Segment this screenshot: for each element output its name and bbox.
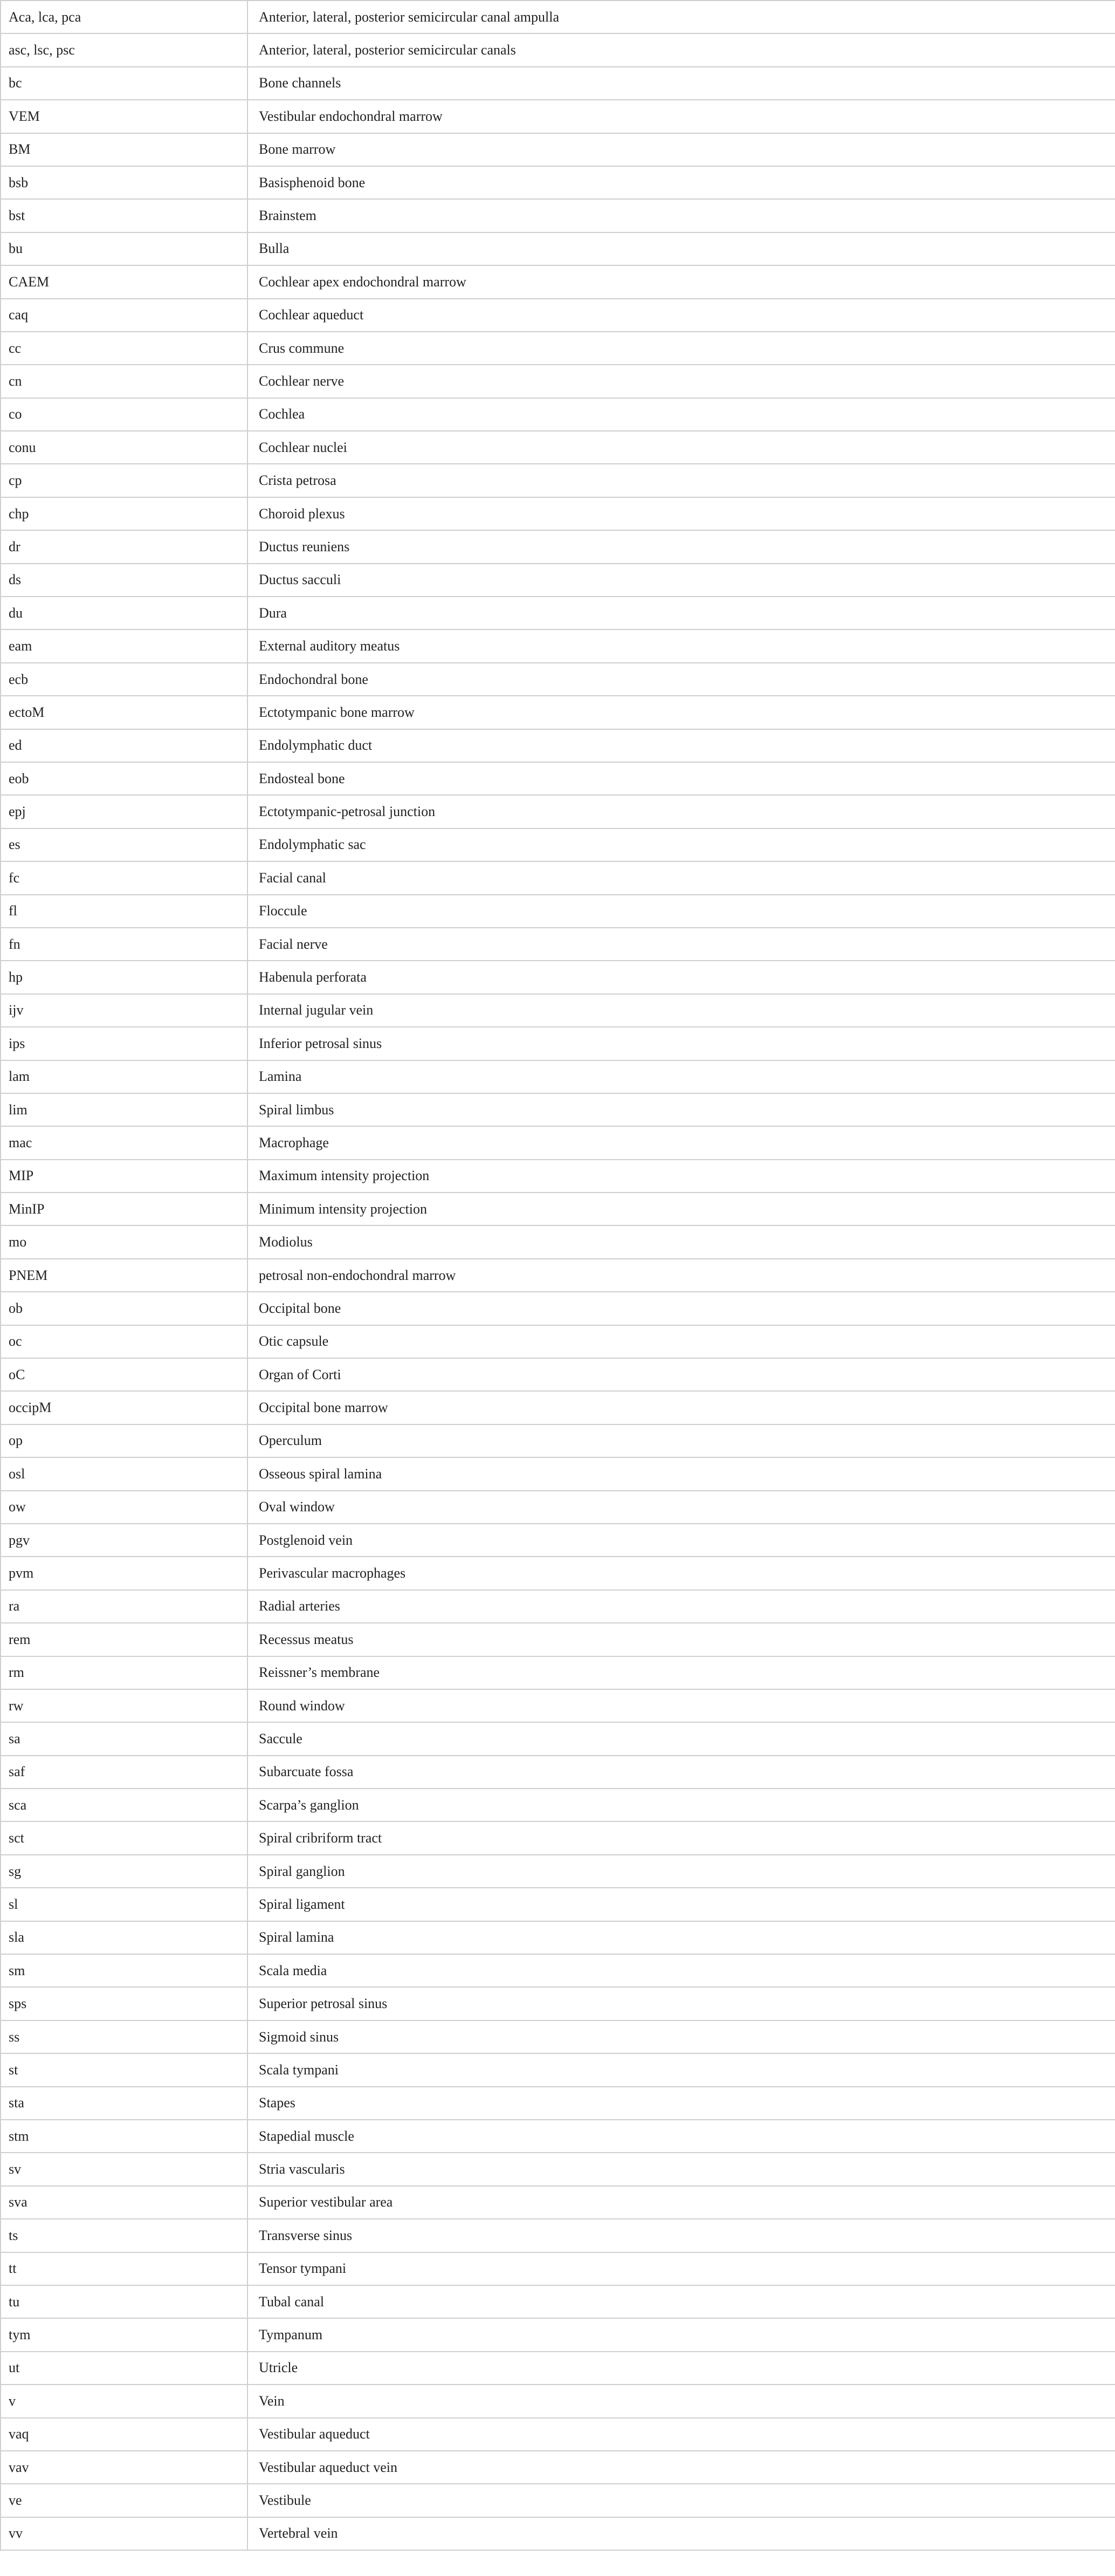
abbreviation-cell: saf <box>1 1756 247 1789</box>
table-row <box>1 2186 1115 2219</box>
table-row <box>1 1027 1115 1060</box>
definition-cell: Spiral limbus <box>247 1093 1115 1126</box>
table-row <box>1 2484 1115 2517</box>
table-row <box>1 1524 1115 1557</box>
abbreviation-cell: oc <box>1 1325 247 1358</box>
table-row <box>1 2153 1115 2186</box>
abbreviation-cell: sps <box>1 1987 247 2020</box>
definition-cell: Radial arteries <box>247 1590 1115 1623</box>
table-row <box>1 166 1115 199</box>
definition-cell: Stapes <box>247 2087 1115 2120</box>
abbreviation-cell: Aca, lca, pca <box>1 1 247 33</box>
abbreviation-cell: du <box>1 597 247 629</box>
abbreviation-cell: CAEM <box>1 265 247 298</box>
table-row <box>1 199 1115 232</box>
definition-cell: Postglenoid vein <box>247 1524 1115 1557</box>
abbreviation-cell: cn <box>1 365 247 398</box>
definition-cell: Cochlea <box>247 398 1115 431</box>
abbreviation-cell: ectoM <box>1 696 247 729</box>
table-row <box>1 2087 1115 2120</box>
abbreviation-cell: mo <box>1 1225 247 1258</box>
abbreviation-cell: MIP <box>1 1160 247 1193</box>
definition-cell: Choroid plexus <box>247 497 1115 530</box>
definition-cell: Scala media <box>247 1954 1115 1987</box>
table-row <box>1 2020 1115 2053</box>
abbreviation-cell: cc <box>1 332 247 365</box>
abbreviation-cell: ra <box>1 1590 247 1623</box>
definition-cell: Bulla <box>247 232 1115 265</box>
table-row <box>1 2451 1115 2484</box>
definition-cell: Subarcuate fossa <box>247 1756 1115 1789</box>
table-row <box>1 696 1115 729</box>
table-row <box>1 629 1115 662</box>
abbreviation-cell: rw <box>1 1689 247 1722</box>
definition-cell: Occipital bone <box>247 1292 1115 1325</box>
definition-cell: Sigmoid sinus <box>247 2020 1115 2053</box>
definition-cell: Crista petrosa <box>247 464 1115 497</box>
abbreviation-cell: ips <box>1 1027 247 1060</box>
table-row <box>1 1888 1115 1921</box>
definition-cell: Vestibule <box>247 2484 1115 2517</box>
abbreviation-cell: es <box>1 828 247 861</box>
abbreviations-table-body <box>1 1 1115 2550</box>
abbreviation-cell: fn <box>1 928 247 961</box>
abbreviation-cell: ijv <box>1 994 247 1027</box>
definition-cell: Anterior, lateral, posterior semicircular canals <box>247 33 1115 66</box>
table-row <box>1 729 1115 762</box>
definition-cell: Bone channels <box>247 67 1115 100</box>
abbreviation-cell: ow <box>1 1491 247 1524</box>
abbreviation-cell: lim <box>1 1093 247 1126</box>
definition-cell: Inferior petrosal sinus <box>247 1027 1115 1060</box>
definition-cell: Cochlear aqueduct <box>247 299 1115 332</box>
table-row <box>1 961 1115 994</box>
definition-cell: Spiral ganglion <box>247 1855 1115 1888</box>
abbreviation-cell: stm <box>1 2120 247 2153</box>
abbreviation-cell: ve <box>1 2484 247 2517</box>
table-row <box>1 497 1115 530</box>
definition-cell: Vein <box>247 2385 1115 2417</box>
table-row <box>1 2285 1115 2318</box>
abbreviation-cell: occipM <box>1 1391 247 1424</box>
abbreviation-cell: sct <box>1 1821 247 1854</box>
table-row <box>1 332 1115 365</box>
abbreviation-cell: sa <box>1 1722 247 1755</box>
table-row <box>1 597 1115 629</box>
abbreviation-cell: st <box>1 2053 247 2086</box>
table-row <box>1 1855 1115 1888</box>
table-row <box>1 265 1115 298</box>
abbreviation-cell: mac <box>1 1126 247 1159</box>
definition-cell: Macrophage <box>247 1126 1115 1159</box>
table-row <box>1 1093 1115 1126</box>
definition-cell: Utricle <box>247 2352 1115 2385</box>
definition-cell: Basisphenoid bone <box>247 166 1115 199</box>
table-row <box>1 1126 1115 1159</box>
definition-cell: Ductus reuniens <box>247 530 1115 563</box>
definition-cell: Endolymphatic duct <box>247 729 1115 762</box>
abbreviation-cell: vav <box>1 2451 247 2484</box>
abbreviation-cell: eob <box>1 762 247 795</box>
abbreviation-cell: sva <box>1 2186 247 2219</box>
definition-cell: Superior petrosal sinus <box>247 1987 1115 2020</box>
definition-cell: Ductus sacculi <box>247 564 1115 597</box>
definition-cell: Vertebral vein <box>247 2517 1115 2550</box>
abbreviation-cell: ut <box>1 2352 247 2385</box>
table-row <box>1 762 1115 795</box>
definition-cell: Dura <box>247 597 1115 629</box>
table-row <box>1 2418 1115 2451</box>
table-row <box>1 33 1115 66</box>
abbreviation-cell: BM <box>1 133 247 166</box>
definition-cell: Endosteal bone <box>247 762 1115 795</box>
definition-cell: Endolymphatic sac <box>247 828 1115 861</box>
table-row <box>1 1557 1115 1590</box>
table-row <box>1 1160 1115 1193</box>
definition-cell: Anterior, lateral, posterior semicircular canal ampulla <box>247 1 1115 33</box>
abbreviation-cell: sla <box>1 1921 247 1954</box>
definition-cell: Osseous spiral lamina <box>247 1457 1115 1490</box>
abbreviation-cell: bc <box>1 67 247 100</box>
abbreviation-cell: cp <box>1 464 247 497</box>
abbreviation-cell: ts <box>1 2219 247 2252</box>
abbreviation-cell: PNEM <box>1 1259 247 1292</box>
definition-cell: Ectotympanic-petrosal junction <box>247 795 1115 828</box>
definition-cell: Vestibular aqueduct vein <box>247 2451 1115 2484</box>
table-row <box>1 100 1115 133</box>
definition-cell: Spiral lamina <box>247 1921 1115 1954</box>
definition-cell: Organ of Corti <box>247 1358 1115 1391</box>
abbreviation-cell: fc <box>1 861 247 894</box>
definition-cell: Crus commune <box>247 332 1115 365</box>
abbreviation-cell: ss <box>1 2020 247 2053</box>
definition-cell: Otic capsule <box>247 1325 1115 1358</box>
abbreviation-cell: sta <box>1 2087 247 2120</box>
definition-cell: Saccule <box>247 1722 1115 1755</box>
definition-cell: Tensor tympani <box>247 2252 1115 2285</box>
table-row <box>1 1491 1115 1524</box>
table-row <box>1 431 1115 464</box>
definition-cell: Scala tympani <box>247 2053 1115 2086</box>
abbreviation-cell: sm <box>1 1954 247 1987</box>
definition-cell: Tubal canal <box>247 2285 1115 2318</box>
table-row <box>1 1424 1115 1457</box>
abbreviation-cell: sl <box>1 1888 247 1921</box>
abbreviation-cell: vaq <box>1 2418 247 2451</box>
abbreviation-cell: osl <box>1 1457 247 1490</box>
abbreviation-cell: epj <box>1 795 247 828</box>
definition-cell: Operculum <box>247 1424 1115 1457</box>
definition-cell: Superior vestibular area <box>247 2186 1115 2219</box>
table-row <box>1 1225 1115 1258</box>
definition-cell: Reissner’s membrane <box>247 1656 1115 1689</box>
abbreviation-cell: ed <box>1 729 247 762</box>
definition-cell: Stria vascularis <box>247 2153 1115 2186</box>
definition-cell: Minimum intensity projection <box>247 1193 1115 1225</box>
abbreviation-cell: eam <box>1 629 247 662</box>
table-row <box>1 1391 1115 1424</box>
table-row <box>1 1722 1115 1755</box>
table-row <box>1 133 1115 166</box>
table-row <box>1 2385 1115 2417</box>
table-row <box>1 1821 1115 1854</box>
abbreviation-cell: tym <box>1 2318 247 2351</box>
definition-cell: Floccule <box>247 895 1115 928</box>
table-row <box>1 1954 1115 1987</box>
definition-cell: Spiral ligament <box>247 1888 1115 1921</box>
definition-cell: Ectotympanic bone marrow <box>247 696 1115 729</box>
table-row <box>1 398 1115 431</box>
table-row <box>1 1756 1115 1789</box>
table-row <box>1 2352 1115 2385</box>
abbreviation-cell: lam <box>1 1060 247 1093</box>
abbreviation-cell: conu <box>1 431 247 464</box>
table-row <box>1 663 1115 696</box>
table-row <box>1 895 1115 928</box>
definition-cell: Round window <box>247 1689 1115 1722</box>
table-row <box>1 1259 1115 1292</box>
definition-cell: Vestibular endochondral marrow <box>247 100 1115 133</box>
abbreviation-cell: hp <box>1 961 247 994</box>
abbreviation-cell: VEM <box>1 100 247 133</box>
table-row <box>1 530 1115 563</box>
abbreviation-cell: pgv <box>1 1524 247 1557</box>
table-row <box>1 795 1115 828</box>
definition-cell: Maximum intensity projection <box>247 1160 1115 1193</box>
definition-cell: Occipital bone marrow <box>247 1391 1115 1424</box>
abbreviation-cell: tt <box>1 2252 247 2285</box>
definition-cell: Endochondral bone <box>247 663 1115 696</box>
abbreviation-cell: chp <box>1 497 247 530</box>
abbreviation-cell: sca <box>1 1789 247 1821</box>
definition-cell: Transverse sinus <box>247 2219 1115 2252</box>
abbreviation-cell: op <box>1 1424 247 1457</box>
table-row <box>1 2120 1115 2153</box>
table-row <box>1 1457 1115 1490</box>
definition-cell: Cochlear nuclei <box>247 431 1115 464</box>
table-row <box>1 464 1115 497</box>
table-row <box>1 67 1115 100</box>
abbreviation-cell: ecb <box>1 663 247 696</box>
table-row <box>1 1 1115 33</box>
table-row <box>1 1656 1115 1689</box>
table-row <box>1 2053 1115 2086</box>
table-row <box>1 299 1115 332</box>
abbreviation-cell: vv <box>1 2517 247 2550</box>
definition-cell: Stapedial muscle <box>247 2120 1115 2153</box>
abbreviation-cell: co <box>1 398 247 431</box>
table-row <box>1 564 1115 597</box>
definition-cell: Habenula perforata <box>247 961 1115 994</box>
definition-cell: Cochlear apex endochondral marrow <box>247 265 1115 298</box>
table-row <box>1 365 1115 398</box>
table-row <box>1 1325 1115 1358</box>
table-row <box>1 2318 1115 2351</box>
table-row <box>1 828 1115 861</box>
definition-cell: Recessus meatus <box>247 1623 1115 1656</box>
definition-cell: Lamina <box>247 1060 1115 1093</box>
abbreviation-cell: rm <box>1 1656 247 1689</box>
table-row <box>1 1193 1115 1225</box>
definition-cell: petrosal non-endochondral marrow <box>247 1259 1115 1292</box>
abbreviation-cell: MinIP <box>1 1193 247 1225</box>
table-row <box>1 1060 1115 1093</box>
abbreviation-cell: sv <box>1 2153 247 2186</box>
abbreviation-cell: bst <box>1 199 247 232</box>
abbreviation-cell: ob <box>1 1292 247 1325</box>
table-row <box>1 2252 1115 2285</box>
abbreviation-cell: fl <box>1 895 247 928</box>
abbreviation-cell: ds <box>1 564 247 597</box>
abbreviation-cell: dr <box>1 530 247 563</box>
table-row <box>1 2517 1115 2550</box>
abbreviation-cell: tu <box>1 2285 247 2318</box>
table-row <box>1 2219 1115 2252</box>
table-row <box>1 1689 1115 1722</box>
table-row <box>1 1590 1115 1623</box>
table-row <box>1 1358 1115 1391</box>
abbreviation-cell: bu <box>1 232 247 265</box>
definition-cell: Vestibular aqueduct <box>247 2418 1115 2451</box>
table-row <box>1 1921 1115 1954</box>
definition-cell: Cochlear nerve <box>247 365 1115 398</box>
definition-cell: Internal jugular vein <box>247 994 1115 1027</box>
table-row <box>1 994 1115 1027</box>
table-row <box>1 928 1115 961</box>
abbreviation-cell: bsb <box>1 166 247 199</box>
definition-cell: Oval window <box>247 1491 1115 1524</box>
definition-cell: Perivascular macrophages <box>247 1557 1115 1590</box>
table-row <box>1 861 1115 894</box>
abbreviation-cell: sg <box>1 1855 247 1888</box>
table-row <box>1 1987 1115 2020</box>
table-row <box>1 1292 1115 1325</box>
definition-cell: Facial canal <box>247 861 1115 894</box>
abbreviation-cell: pvm <box>1 1557 247 1590</box>
definition-cell: Tympanum <box>247 2318 1115 2351</box>
abbreviation-cell: rem <box>1 1623 247 1656</box>
definition-cell: External auditory meatus <box>247 629 1115 662</box>
table-row <box>1 1789 1115 1821</box>
definition-cell: Facial nerve <box>247 928 1115 961</box>
abbreviation-cell: v <box>1 2385 247 2417</box>
definition-cell: Bone marrow <box>247 133 1115 166</box>
table-row <box>1 1623 1115 1656</box>
abbreviation-cell: asc, lsc, psc <box>1 33 247 66</box>
abbreviation-cell: caq <box>1 299 247 332</box>
abbreviation-cell: oC <box>1 1358 247 1391</box>
definition-cell: Modiolus <box>247 1225 1115 1258</box>
table-row <box>1 232 1115 265</box>
definition-cell: Spiral cribriform tract <box>247 1821 1115 1854</box>
definition-cell: Scarpa’s ganglion <box>247 1789 1115 1821</box>
definition-cell: Brainstem <box>247 199 1115 232</box>
